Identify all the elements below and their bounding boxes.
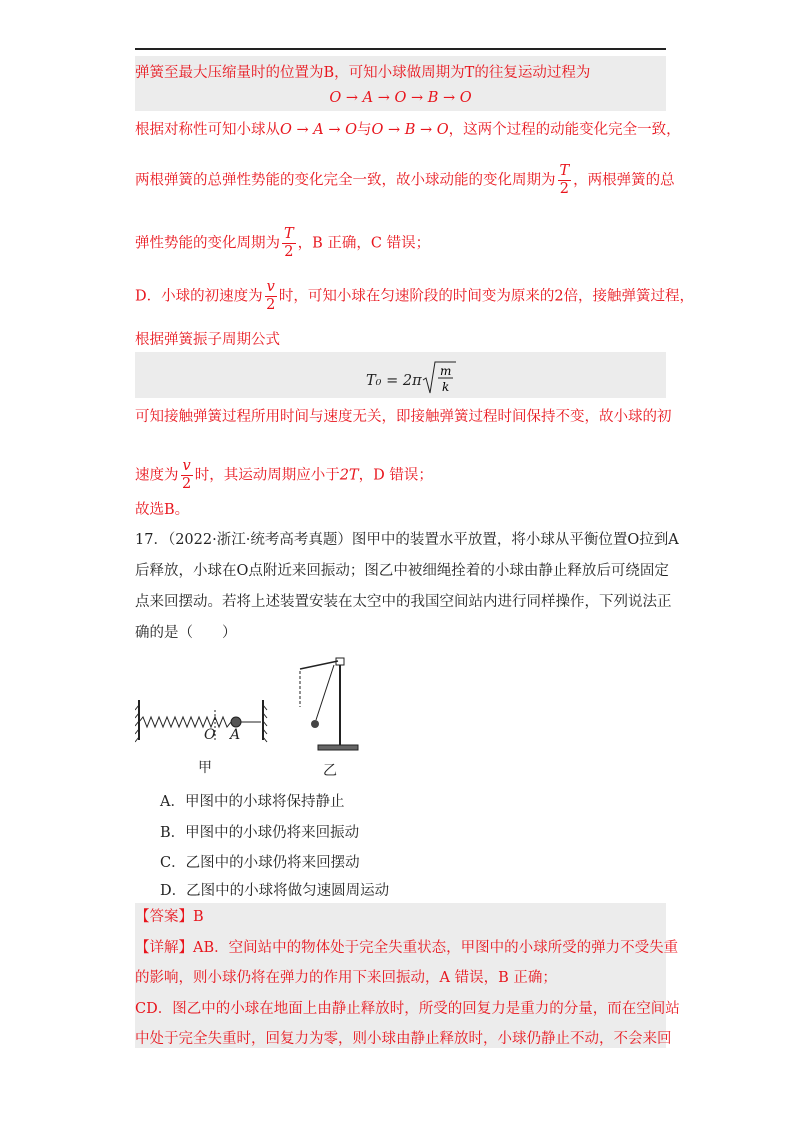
text-segment: 弹性势能的变化周期为 <box>135 235 280 252</box>
spring-oscillator-figure <box>135 695 270 745</box>
numerator: T <box>559 163 570 179</box>
sqrt-numerator: m <box>439 364 451 378</box>
option-d: D．乙图中的小球将做匀速圆周运动 <box>160 883 390 899</box>
formula-lhs: T₀ = 2π <box>366 373 422 389</box>
fraction-v-over-2 <box>265 279 277 314</box>
text-segment: ，这两个过程的动能变化完全一致， <box>448 122 681 138</box>
question-line-4: 确的是（ ） <box>135 625 237 641</box>
solution-line-9: 可知接触弹簧过程所用时间与速度无关，即接触弹簧过程时间保持不变，故小球的初 <box>135 409 672 425</box>
fraction-T-over-2 <box>282 226 296 261</box>
sqrt-radical-icon <box>422 360 456 396</box>
denominator: 2 <box>284 244 294 260</box>
text-segment: 与 <box>356 122 372 138</box>
period-formula <box>366 360 456 402</box>
solution-line-5 <box>135 226 430 261</box>
solution-line-10 <box>135 458 433 493</box>
text-segment: 根据对称性可知小球从 <box>135 122 280 138</box>
text-segment: 时，其运动周期应小于 <box>194 467 340 484</box>
denominator: 2 <box>181 476 192 492</box>
solution-line-3 <box>135 120 681 140</box>
math-segment: 2 <box>554 288 564 305</box>
solution-line-1: 弹簧至最大压缩量时的位置为B，可知小球做周期为T的往复运动过程为 <box>135 65 591 81</box>
fraction-v-over-2 <box>181 458 193 493</box>
text-segment: ，D 错误； <box>358 467 433 484</box>
figure-right-caption: 乙 <box>323 763 337 779</box>
label-O: O <box>204 727 216 743</box>
option-c: C．乙图中的小球仍将来回摆动 <box>160 855 360 871</box>
solution-line-7: 根据弹簧振子周期公式 <box>135 332 280 348</box>
denominator: 2 <box>559 181 569 197</box>
option-a: A．甲图中的小球将保持静止 <box>160 794 345 810</box>
solution-line-4 <box>135 163 675 198</box>
numerator: v <box>266 279 275 295</box>
text-segment: 倍，接触弹簧过程， <box>563 288 695 305</box>
question-line-3: 点来回摆动。若将上述装置安装在太空中的我国空间站内进行同样操作，下列说法正 <box>135 594 672 610</box>
answer-label: 【答案】B <box>135 909 204 925</box>
text-segment: 时，可知小球在匀速阶段的时间变为原来的 <box>278 288 555 305</box>
text-segment: D．小球的初速度为 <box>135 288 263 305</box>
text-segment: ，两根弹簧的总 <box>573 172 675 189</box>
answer-detail-line-1: 【详解】AB．空间站中的物体处于完全失重状态，甲图中的小球所受的弹力不受失重 <box>135 940 679 956</box>
solution-conclusion: 故选B。 <box>135 502 190 518</box>
math-segment: O → A → O <box>280 122 357 138</box>
text-segment: ，B 正确，C 错误； <box>297 235 431 252</box>
answer-detail-line-2: 的影响，则小球仍将在弹力的作用下来回振动，A 错误，B 正确； <box>135 970 557 986</box>
text-segment: 速度为 <box>135 467 179 484</box>
figure-left-caption: 甲 <box>198 760 212 776</box>
header-rule <box>135 48 666 50</box>
answer-detail-line-3: CD．图乙中的小球在地面上由静止释放时，所受的回复力是重力的分量，而在空间站 <box>135 1001 680 1017</box>
sqrt-denominator: k <box>441 380 449 394</box>
numerator: T <box>284 226 294 242</box>
math-segment: O → B → O <box>371 122 449 138</box>
question-line-1: 17．（2022·浙江·统考高考真题）图甲中的装置水平放置，将小球从平衡位置O拉到A <box>135 532 679 548</box>
label-A: A <box>230 727 241 743</box>
answer-detail-line-4: 中处于完全失重时，回复力为零，则小球由静止释放时，小球仍静止不动，不会来回 <box>135 1031 672 1047</box>
option-b: B．甲图中的小球仍将来回振动 <box>160 825 360 841</box>
fraction-T-over-2 <box>558 163 572 198</box>
math-segment: 2T <box>339 467 359 484</box>
denominator: 2 <box>266 297 276 313</box>
sqrt-symbol <box>422 360 456 402</box>
numerator: v <box>182 458 191 474</box>
pendulum-figure <box>290 655 360 755</box>
solution-line-2: O → A → O → B → O <box>329 90 472 106</box>
solution-line-6 <box>135 279 694 314</box>
question-line-2: 后释放，小球在O点附近来回振动；图乙中被细绳拴着的小球由静止释放后可绕固定 <box>135 563 669 579</box>
text-segment: 两根弹簧的总弹性势能的变化完全一致，故小球动能的变化周期为 <box>135 172 556 189</box>
